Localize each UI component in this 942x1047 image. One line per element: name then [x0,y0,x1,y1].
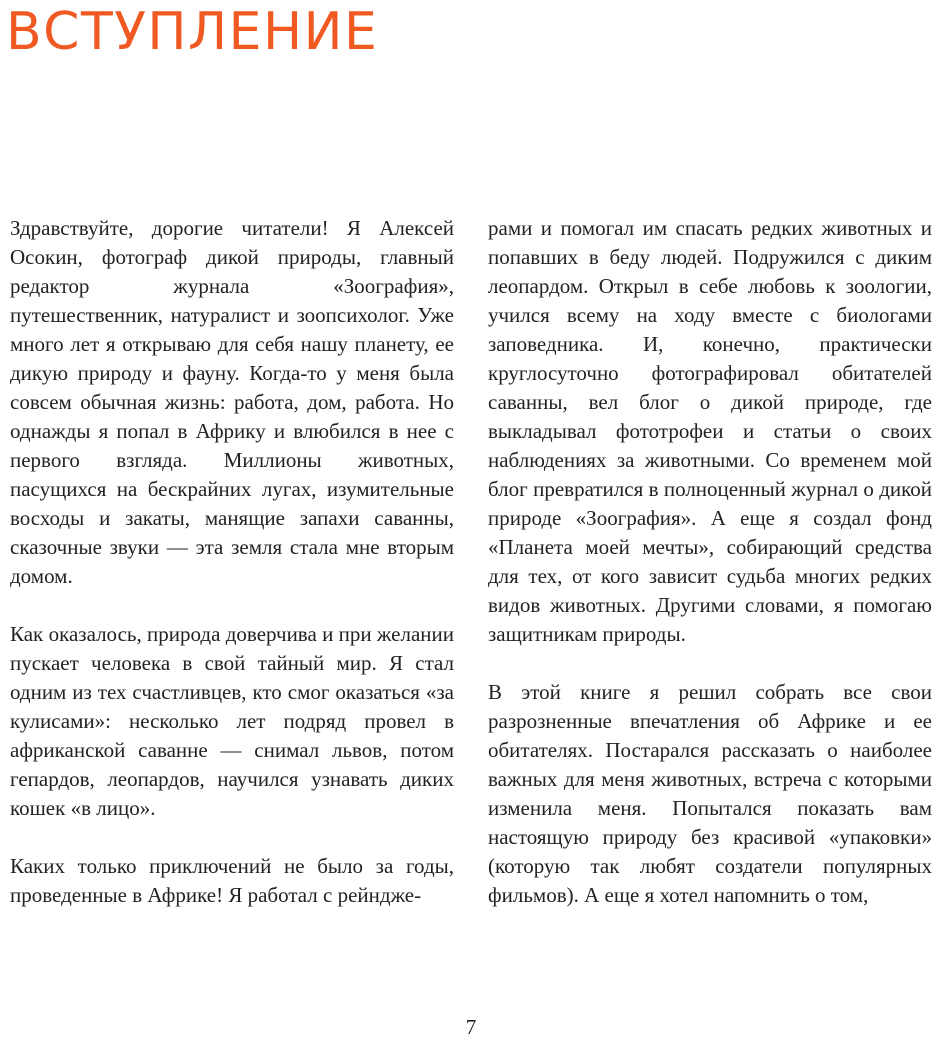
paragraph: Каких только приключений не было за годы, проведенные в Африке! Я работал с рейндже- [10,854,454,907]
paragraph: Как оказалось, природа доверчива и при желании пускает человека в свой тайный мир. Я стал одним из тех счастливцев, кто смог оказаться «за кулисами»: несколько лет подряд провел в африканской саванне — снимал львов, потом гепардов, леопардов, научился узнавать диких кошек «в лицо». [10,622,454,820]
chapter-title: ВСТУПЛЕНИЕ [6,2,379,62]
paragraph: Здравствуйте, дорогие читатели! Я Алексей Осокин, фотограф дикой природы, главный редактор журнала «Зоография», путешественник, натуралист и зоопсихолог. Уже много лет я открываю для себя нашу планету, ее дикую природу и фауну. Когда-то у меня была совсем обычная жизнь: работа, дом, работа. Но однажды я попал в Африку и влюбился в нее с первого взгляда. Миллионы животных, пасущихся на бескрайних лугах, изумительные восходы и закаты, манящие запахи саванны, сказочные звуки — эта земля стала мне вторым домом. [10,216,454,588]
left-column [10,214,454,910]
page-number: 7 [465,1015,477,1039]
paragraph: В этой книге я решил собрать все свои разрозненные впечатления об Африке и ее обитателях. Постарался рассказать о наиболее важных для меня животных, встреча с которыми изменила меня. Попытался показать вам настоящую природу без красивой «упаковки» (которую так любят создатели популярных фильмов). А еще я хотел напомнить о том, [488,680,932,907]
right-column [488,214,932,910]
paragraph: рами и помогал им спасать редких животных и попавших в беду людей. Подружился с диким леопардом. Открыл в себе любовь к зоологии, учился всему на ходу вместе с биологами заповедника. И, конечно, практически круглосуточно фотографировал обитателей саванны, вел блог о дикой природе, где выкладывал фототрофеи и статьи о своих наблюдениях за животными. Со временем мой блог превратился в полноценный журнал о дикой природе «Зоография». А еще я создал фонд «Планета моей мечты», собирающий средства для тех, от кого зависит судьба многих редких видов животных. Другими словами, я помогаю защитникам природы. [488,216,932,646]
